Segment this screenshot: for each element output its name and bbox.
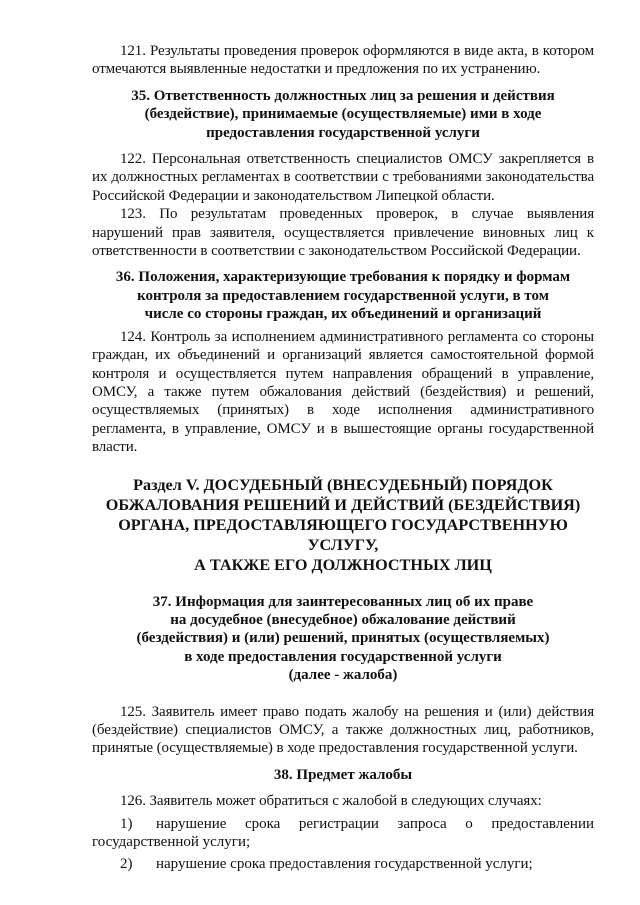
paragraph-125: 125. Заявитель имеет право подать жалобу на решения и (или) действия (бездействие) специалистов ОМСУ, а также должностных лиц, работников, принятые (осуществляемые) в ходе предоставления государственной услуги. — [92, 703, 594, 757]
section-35-line-2: (бездействие), принимаемые (осуществляемые) ими в ходе — [144, 106, 542, 123]
paragraph-123: 123. По результатам проведенных проверок, в случае выявления нарушений прав заявителя, осуществляется привлечение виновных лиц к ответственности в соответствии с законодательством Российской Федерации. — [92, 206, 594, 260]
paragraph-121: 121. Результаты проведения проверок оформляются в виде акта, в котором отмечаются выявленные недостатки и предложения по их устранению. — [92, 43, 594, 78]
section-37-line-2: на досудебное (внесудебное) обжалование действий — [170, 611, 516, 628]
section-35-heading — [92, 87, 594, 142]
section-36-heading — [92, 268, 594, 323]
part-5-line-3: ОРГАНА, ПРЕДОСТАВЛЯЮЩЕГО ГОСУДАРСТВЕННУЮ УСЛУГУ, — [118, 515, 568, 554]
section-38-heading: 38. Предмет жалобы — [273, 766, 413, 783]
section-37-line-4: в ходе предоставления государственной услуги — [184, 648, 502, 665]
section-36-line-2: контроля за предоставлением государственной услуги, в том — [137, 287, 549, 304]
section-37-line-5: (далее - жалоба) — [288, 667, 398, 684]
list-item-2 — [92, 855, 594, 873]
section-37-heading — [92, 593, 594, 685]
part-5-line-1: Раздел V. ДОСУДЕБНЫЙ (ВНЕСУДЕБНЫЙ) ПОРЯДОК — [133, 475, 553, 494]
paragraph-122: 122. Персональная ответственность специалистов ОМСУ закрепляется в их должностных регламентах в соответствии с требованиями законодательства Российской Федерации и законодательством Липецкой области. — [92, 151, 594, 204]
section-36-line-3: числе со стороны граждан, их объединений и организаций — [144, 306, 542, 323]
list-item-1-text: нарушение срока регистрации запроса о предоставлении государственной услуги; — [92, 815, 594, 850]
list-item-2-number: 2) — [120, 856, 133, 873]
part-5-heading — [92, 475, 594, 575]
section-37-line-1: 37. Информация для заинтересованных лиц об их праве — [152, 593, 534, 610]
part-5-line-2: ОБЖАЛОВАНИЯ РЕШЕНИЙ И ДЕЙСТВИЙ (БЕЗДЕЙСТВИЯ) — [105, 495, 581, 514]
section-35-line-3: предоставления государственной услуги — [206, 124, 480, 141]
section-37-line-3: (бездействия) и (или) решений, принятых (осуществляемых) — [136, 630, 550, 647]
list-item-1 — [92, 815, 594, 852]
list-item-2-text: нарушение срока предоставления государственной услуги; — [156, 856, 533, 873]
list-item-1-number: 1) — [120, 815, 133, 832]
paragraph-126: 126. Заявитель может обратиться с жалобой в следующих случаях: — [120, 793, 542, 810]
section-35-line-1: 35. Ответственность должностных лиц за решения и действия — [131, 87, 555, 104]
paragraph-124: 124. Контроль за исполнением административного регламента со стороны граждан, их объединений и организаций является самостоятельной формой контроля и осуществляется путем направления обращений в управление, ОМСУ, а также путем обжалования действий (бездействия) и решений, осуществляемых (принятых) в ходе исполнения административного регламента, в управление, ОМСУ и в вышестоящие органы государственной власти. — [92, 328, 594, 456]
section-36-line-1: 36. Положения, характеризующие требования к порядку и формам — [115, 269, 571, 286]
part-5-line-4: А ТАКЖЕ ЕГО ДОЛЖНОСТНЫХ ЛИЦ — [194, 555, 492, 574]
